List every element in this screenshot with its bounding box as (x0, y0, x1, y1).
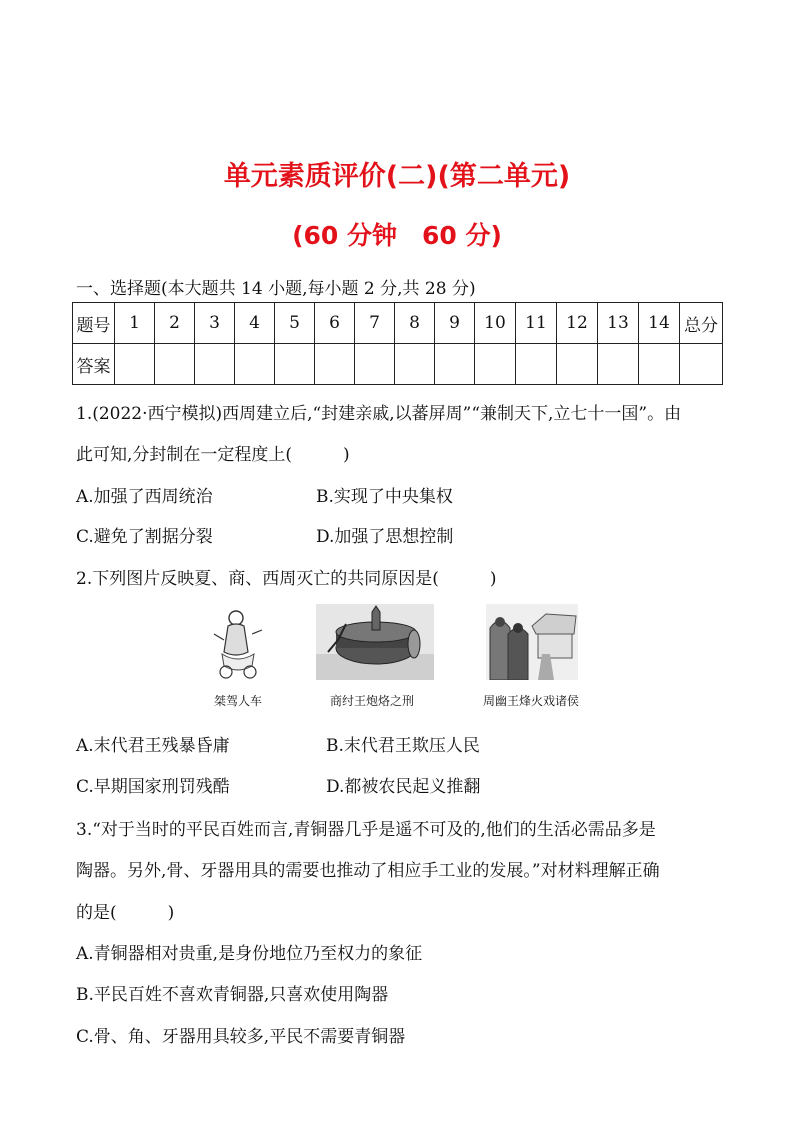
table-row-answers (73, 344, 723, 385)
answer-cell[interactable] (315, 344, 355, 385)
row-header: 题号 (73, 303, 115, 344)
q3-option-c: C.骨、角、牙器用具较多,平民不需要青铜器 (76, 1027, 406, 1047)
paolao-punishment-illustration (316, 604, 434, 680)
q1-option-b: B.实现了中央集权 (316, 487, 453, 507)
question-number: 4 (235, 303, 275, 344)
question-number: 7 (355, 303, 395, 344)
q1-stem-line1: 1.(2022·西宁模拟)西周建立后,“封建亲戚,以蕃屏周”“兼制天下,立七十一国”。由 (76, 404, 682, 424)
question-number: 14 (639, 303, 680, 344)
answer-cell[interactable] (115, 344, 155, 385)
page-title: 单元素质评价(二)(第二单元) (223, 161, 571, 192)
question-number: 13 (598, 303, 639, 344)
question-number: 1 (115, 303, 155, 344)
beacon-fire-illustration (486, 604, 578, 680)
answer-table (72, 302, 723, 385)
answer-cell[interactable] (355, 344, 395, 385)
question-number: 11 (516, 303, 557, 344)
q1-stem-line2: 此可知,分封制在一定程度上( ) (76, 445, 350, 465)
question-number: 3 (195, 303, 235, 344)
q3-stem-line1: 3.“对于当时的平民百姓而言,青铜器几乎是遥不可及的,他们的生活必需品多是 (76, 820, 656, 840)
answer-cell[interactable] (235, 344, 275, 385)
q3-option-a: A.青铜器相对贵重,是身份地位乃至权力的象征 (76, 944, 423, 964)
caption-jie: 桀驾人车 (214, 694, 263, 708)
q3-option-b: B.平民百姓不喜欢青铜器,只喜欢使用陶器 (76, 985, 389, 1005)
q2-stem: 2.下列图片反映夏、商、西周灭亡的共同原因是( ) (76, 569, 497, 589)
answer-header: 答案 (73, 344, 115, 385)
answer-cell[interactable] (275, 344, 315, 385)
question-number: 9 (435, 303, 475, 344)
answer-cell[interactable] (435, 344, 475, 385)
answer-cell[interactable] (395, 344, 435, 385)
total-score-cell[interactable] (680, 344, 723, 385)
answer-cell[interactable] (475, 344, 516, 385)
q2-illustrations (0, 604, 794, 714)
q1-option-a: A.加强了西周统治 (76, 487, 213, 507)
answer-cell[interactable] (598, 344, 639, 385)
q3-stem-line2: 陶器。另外,骨、牙器用具的需要也推动了相应手工业的发展。”对材料理解正确 (76, 861, 660, 881)
q2-option-c: C.早期国家刑罚残酷 (76, 777, 230, 797)
q2-option-a: A.末代君王残暴昏庸 (76, 736, 230, 756)
answer-cell[interactable] (516, 344, 557, 385)
total-score-header: 总分 (680, 303, 723, 344)
answer-cell[interactable] (639, 344, 680, 385)
question-number: 12 (557, 303, 598, 344)
answer-cell[interactable] (155, 344, 195, 385)
q3-stem-line3: 的是( ) (76, 903, 175, 923)
question-number: 2 (155, 303, 195, 344)
q2-option-d: D.都被农民起义推翻 (326, 777, 481, 797)
table-row-numbers (73, 303, 723, 344)
answer-cell[interactable] (195, 344, 235, 385)
q1-option-c: C.避免了割据分裂 (76, 527, 213, 547)
caption-you: 周幽王烽火戏诸侯 (483, 694, 580, 708)
question-number: 10 (475, 303, 516, 344)
answer-cell[interactable] (557, 344, 598, 385)
q1-option-d: D.加强了思想控制 (316, 527, 454, 547)
question-number: 8 (395, 303, 435, 344)
page-subtitle: (60 分钟 60 分) (292, 221, 502, 250)
question-number: 6 (315, 303, 355, 344)
q2-option-b: B.末代君王欺压人民 (326, 736, 480, 756)
caption-zhou: 商纣王炮烙之刑 (330, 694, 415, 708)
jie-chariot-illustration (208, 604, 268, 684)
question-number: 5 (275, 303, 315, 344)
section-heading: 一、选择题(本大题共 14 小题,每小题 2 分,共 28 分) (76, 279, 476, 299)
